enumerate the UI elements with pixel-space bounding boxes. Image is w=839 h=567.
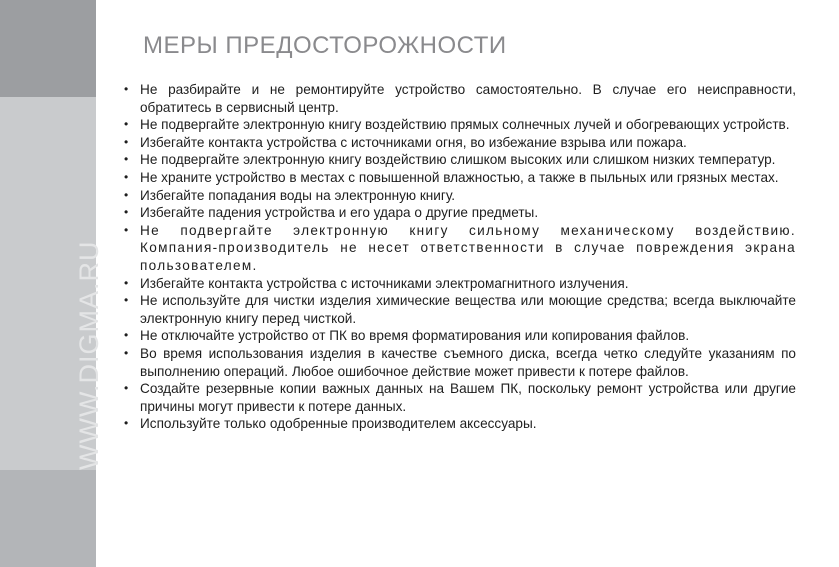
list-item bbox=[124, 275, 796, 293]
bullet-icon: • bbox=[124, 275, 129, 290]
precautions-list bbox=[124, 81, 796, 433]
bullet-icon: • bbox=[124, 117, 129, 132]
precaution-text: Не разбирайте и не ремонтируйте устройство самостоятельно. В случае его неисправности, обратитесь в сервисный центр. bbox=[140, 82, 796, 115]
bullet-icon: • bbox=[124, 152, 129, 167]
list-item bbox=[124, 81, 796, 116]
sidebar bbox=[0, 0, 104, 567]
sidebar-top-block bbox=[0, 0, 96, 97]
list-item bbox=[124, 345, 796, 380]
bullet-icon: • bbox=[124, 187, 129, 202]
list-item bbox=[124, 187, 796, 205]
sidebar-bottom-block bbox=[0, 470, 96, 567]
list-item bbox=[124, 415, 796, 433]
bullet-icon: • bbox=[124, 82, 129, 96]
precaution-text: Не отключайте устройство от ПК во время форматирования или копирования файлов. bbox=[140, 328, 690, 344]
list-item bbox=[124, 151, 796, 169]
website-url: WWW.DIGMA.RU bbox=[74, 240, 104, 470]
precaution-text: Во время использования изделия в качестве съемного диска, всегда четко следуйте указаниям по выполнению операций. Любое ошибочное действие может привести к потере файлов. bbox=[140, 345, 796, 379]
precaution-text: Избегайте контакта устройства с источниками электромагнитного излучения. bbox=[140, 275, 629, 291]
list-item bbox=[124, 169, 796, 187]
bullet-icon: • bbox=[124, 328, 129, 343]
page-title: МЕРЫ ПРЕДОСТОРОЖНОСТИ bbox=[143, 32, 507, 59]
bullet-icon: • bbox=[124, 205, 129, 220]
bullet-icon: • bbox=[124, 134, 129, 149]
list-item bbox=[124, 222, 796, 275]
precaution-text: Не подвергайте электронную книгу воздействию слишком высоких или слишком низких температур. bbox=[140, 152, 776, 168]
list-item bbox=[124, 134, 796, 152]
bullet-icon: • bbox=[124, 381, 129, 396]
bullet-icon: • bbox=[124, 169, 129, 184]
precaution-text: Используйте только одобренные производителем аксессуары. bbox=[140, 416, 537, 432]
list-item bbox=[124, 292, 796, 327]
list-item bbox=[124, 327, 796, 345]
bullet-icon: • bbox=[124, 345, 129, 360]
bullet-icon: • bbox=[124, 222, 129, 237]
precaution-text: Избегайте падения устройства и его удара о другие предметы. bbox=[140, 205, 539, 221]
bullet-icon: • bbox=[124, 416, 129, 431]
precaution-text: Не храните устройство в местах с повышенной влажностью, а также в пыльных или грязных местах. bbox=[140, 169, 779, 185]
precaution-text: Избегайте попадания воды на электронную книгу. bbox=[140, 187, 456, 203]
bullet-icon: • bbox=[124, 293, 129, 308]
precaution-text: Не используйте для чистки изделия химические вещества или моющие средства; всегда выключайте электронную книгу перед чисткой. bbox=[140, 293, 796, 326]
precaution-text: Создайте резервные копии важных данных на Вашем ПК, поскольку ремонт устройства или другие причины могут привести к потере данных. bbox=[140, 381, 796, 414]
list-item bbox=[124, 380, 796, 415]
list-item bbox=[124, 204, 796, 222]
precaution-text: Не подвергайте электронную книгу сильному механическому воздействию. Компания-производитель не несет ответственности в случае повреждения экрана пользователем. bbox=[140, 222, 796, 273]
precaution-text: Избегайте контакта устройства с источниками огня, во избежание взрыва или пожара. bbox=[140, 134, 687, 150]
list-item bbox=[124, 116, 796, 134]
precaution-text: Не подвергайте электронную книгу воздействию прямых солнечных лучей и обогревающих устройств. bbox=[140, 117, 790, 133]
